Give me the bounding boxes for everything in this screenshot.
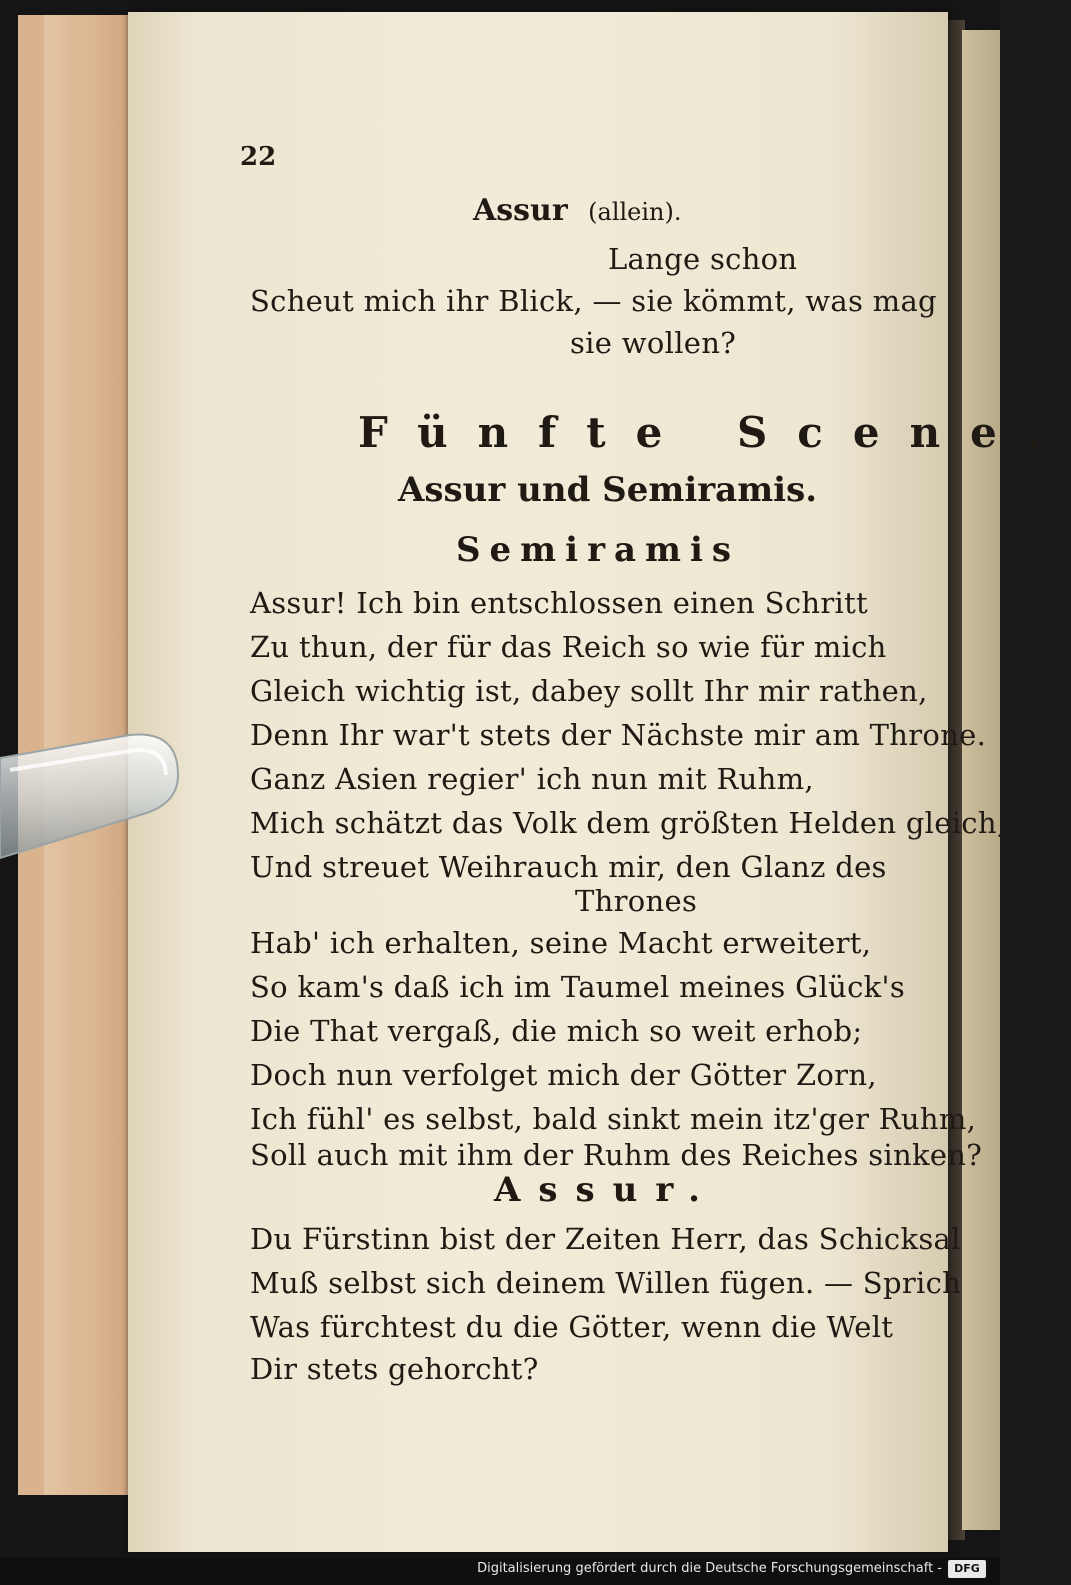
page-stack: [44, 15, 134, 1495]
verse-line: Scheut mich ihr Blick, — sie kömmt, was mag: [250, 284, 937, 318]
verse-line: sie wollen?: [570, 326, 737, 360]
verse-line: Dir stets gehorcht?: [250, 1352, 539, 1386]
verse-line: Soll auch mit ihm der Ruhm des Reiches sinken?: [250, 1138, 983, 1172]
verse-line: Denn Ihr war't stets der Nächste mir am Throne.: [250, 718, 987, 752]
speaker-entry: [473, 193, 682, 228]
verse-line: Du Fürstinn bist der Zeiten Herr, das Schicksal: [250, 1222, 961, 1256]
verse-line: Mich schätzt das Volk dem größten Helden gleich,: [250, 806, 1007, 840]
verse-line: Gleich wichtig ist, dabey sollt Ihr mir rathen,: [250, 674, 928, 708]
verse-line: Ich fühl' es selbst, bald sinkt mein itz'ger Ruhm,: [250, 1102, 977, 1136]
page-number: 22: [240, 142, 277, 172]
verse-line: Thrones: [575, 884, 698, 918]
facing-page-edge: [962, 30, 1000, 1530]
verse-line: Assur! Ich bin entschlossen einen Schritt: [250, 586, 869, 620]
speaker-heading: Semiramis: [456, 530, 741, 570]
verse-line: Und streuet Weihrauch mir, den Glanz des: [250, 850, 887, 884]
verse-line: Die That vergaß, die mich so weit erhob;: [250, 1014, 863, 1048]
verse-line: So kam's daß ich im Taumel meines Glück's: [250, 970, 906, 1004]
scene-cast: Assur und Semiramis.: [398, 470, 818, 510]
scene-heading: Fünfte Scene.: [358, 408, 1071, 457]
verse-line: Lange schon: [608, 242, 798, 276]
verse-line: Zu thun, der für das Reich so wie für mich: [250, 630, 887, 664]
verse-line: Ganz Asien regier' ich nun mit Ruhm,: [250, 762, 814, 796]
speaker-name: Assur: [473, 193, 568, 228]
verse-line: Doch nun verfolget mich der Götter Zorn,: [250, 1058, 877, 1092]
verse-line: Hab' ich erhalten, seine Macht erweitert,: [250, 926, 872, 960]
funding-credit: Digitalisierung gefördert durch die Deutsche Forschungsgemeinschaft -: [477, 1561, 942, 1576]
dfg-logo: DFG: [948, 1560, 986, 1578]
verse-line: Was fürchtest du die Götter, wenn die Welt: [250, 1310, 894, 1344]
verse-line: Muß selbst sich deinem Willen fügen. — Sprich: [250, 1266, 962, 1300]
stage-direction: (allein).: [588, 198, 682, 226]
speaker-heading: Assur.: [494, 1170, 719, 1210]
